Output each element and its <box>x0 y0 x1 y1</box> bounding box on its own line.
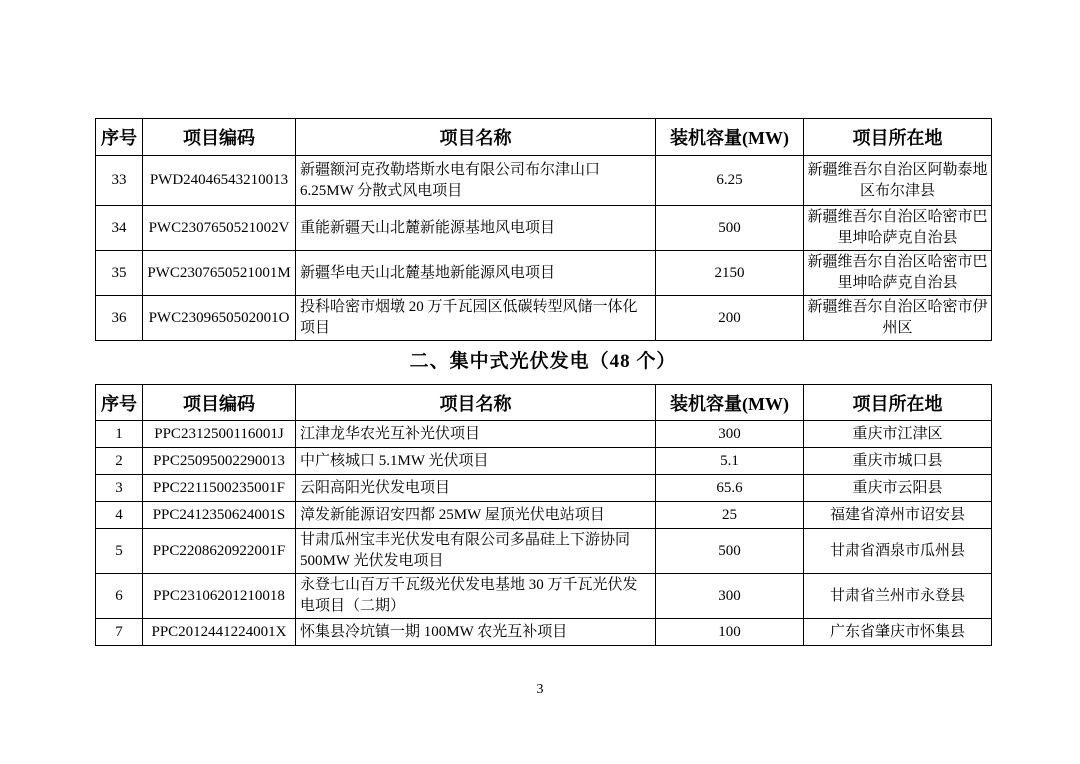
wind-table-header <box>96 119 992 156</box>
no-cell: 6 <box>96 574 143 619</box>
code-cell: PPC2312500116001J <box>143 421 296 448</box>
wind-power-table <box>95 118 992 341</box>
capacity-cell: 100 <box>656 619 804 646</box>
column-header-code: 项目编码 <box>143 385 296 421</box>
column-header-no: 序号 <box>96 119 143 156</box>
column-header-capacity: 装机容量(MW) <box>656 385 804 421</box>
wind-table-body <box>96 156 992 341</box>
location-cell: 甘肃省兰州市永登县 <box>804 574 992 619</box>
location-cell: 重庆市江津区 <box>804 421 992 448</box>
column-header-name: 项目名称 <box>296 119 656 156</box>
name-cell: 怀集县冷坑镇一期 100MW 农光互补项目 <box>296 619 656 646</box>
location-cell: 新疆维吾尔自治区阿勒泰地区布尔津县 <box>804 156 992 206</box>
code-cell: PPC23106201210018 <box>143 574 296 619</box>
column-header-no: 序号 <box>96 385 143 421</box>
code-cell: PWC2307650521001M <box>143 251 296 296</box>
table-row <box>96 156 992 206</box>
capacity-cell: 25 <box>656 502 804 529</box>
table-row <box>96 502 992 529</box>
page-number: 3 <box>536 682 544 697</box>
solar-table-body <box>96 421 992 646</box>
column-header-capacity: 装机容量(MW) <box>656 119 804 156</box>
header-row <box>96 119 992 156</box>
code-cell: PPC2208620922001F <box>143 529 296 574</box>
table-row <box>96 296 992 341</box>
capacity-cell: 200 <box>656 296 804 341</box>
no-cell: 4 <box>96 502 143 529</box>
location-cell: 新疆维吾尔自治区哈密市巴里坤哈萨克自治县 <box>804 251 992 296</box>
capacity-cell: 2150 <box>656 251 804 296</box>
name-cell: 新疆华电天山北麓基地新能源风电项目 <box>296 251 656 296</box>
table-row <box>96 206 992 251</box>
no-cell: 35 <box>96 251 143 296</box>
column-header-location: 项目所在地 <box>804 119 992 156</box>
name-cell: 江津龙华农光互补光伏项目 <box>296 421 656 448</box>
table-row <box>96 421 992 448</box>
location-cell: 重庆市云阳县 <box>804 475 992 502</box>
location-cell: 重庆市城口县 <box>804 448 992 475</box>
header-row <box>96 385 992 421</box>
capacity-cell: 500 <box>656 529 804 574</box>
code-cell: PPC25095002290013 <box>143 448 296 475</box>
section-title: 二、集中式光伏发电（48 个） <box>409 351 677 372</box>
location-cell: 福建省漳州市诏安县 <box>804 502 992 529</box>
code-cell: PWD24046543210013 <box>143 156 296 206</box>
code-cell: PPC2412350624001S <box>143 502 296 529</box>
solar-table-header <box>96 385 992 421</box>
table-row <box>96 251 992 296</box>
capacity-cell: 500 <box>656 206 804 251</box>
code-cell: PWC2309650502001O <box>143 296 296 341</box>
code-cell: PPC2211500235001F <box>143 475 296 502</box>
name-cell: 重能新疆天山北麓新能源基地风电项目 <box>296 206 656 251</box>
name-cell: 中广核城口 5.1MW 光伏项目 <box>296 448 656 475</box>
name-cell: 永登七山百万千瓦级光伏发电基地 30 万千瓦光伏发电项目（二期） <box>296 574 656 619</box>
location-cell: 新疆维吾尔自治区哈密市巴里坤哈萨克自治县 <box>804 206 992 251</box>
name-cell: 新疆额河克孜勒塔斯水电有限公司布尔津山口 6.25MW 分散式风电项目 <box>296 156 656 206</box>
name-cell: 漳发新能源诏安四都 25MW 屋顶光伏电站项目 <box>296 502 656 529</box>
no-cell: 5 <box>96 529 143 574</box>
name-cell: 投科哈密市烟墩 20 万千瓦园区低碳转型风储一体化项目 <box>296 296 656 341</box>
no-cell: 33 <box>96 156 143 206</box>
location-cell: 甘肃省酒泉市瓜州县 <box>804 529 992 574</box>
table-row <box>96 475 992 502</box>
no-cell: 1 <box>96 421 143 448</box>
capacity-cell: 6.25 <box>656 156 804 206</box>
table-row <box>96 574 992 619</box>
solar-power-table <box>95 384 992 646</box>
name-cell: 云阳高阳光伏发电项目 <box>296 475 656 502</box>
no-cell: 7 <box>96 619 143 646</box>
column-header-code: 项目编码 <box>143 119 296 156</box>
no-cell: 36 <box>96 296 143 341</box>
location-cell: 新疆维吾尔自治区哈密市伊州区 <box>804 296 992 341</box>
column-header-name: 项目名称 <box>296 385 656 421</box>
no-cell: 34 <box>96 206 143 251</box>
code-cell: PPC2012441224001X <box>143 619 296 646</box>
no-cell: 3 <box>96 475 143 502</box>
no-cell: 2 <box>96 448 143 475</box>
column-header-location: 项目所在地 <box>804 385 992 421</box>
name-cell: 甘肃瓜州宝丰光伏发电有限公司多晶硅上下游协同 500MW 光伏发电项目 <box>296 529 656 574</box>
location-cell: 广东省肇庆市怀集县 <box>804 619 992 646</box>
code-cell: PWC2307650521002V <box>143 206 296 251</box>
table-row <box>96 619 992 646</box>
capacity-cell: 65.6 <box>656 475 804 502</box>
table-row <box>96 448 992 475</box>
capacity-cell: 5.1 <box>656 448 804 475</box>
capacity-cell: 300 <box>656 421 804 448</box>
capacity-cell: 300 <box>656 574 804 619</box>
table-row <box>96 529 992 574</box>
